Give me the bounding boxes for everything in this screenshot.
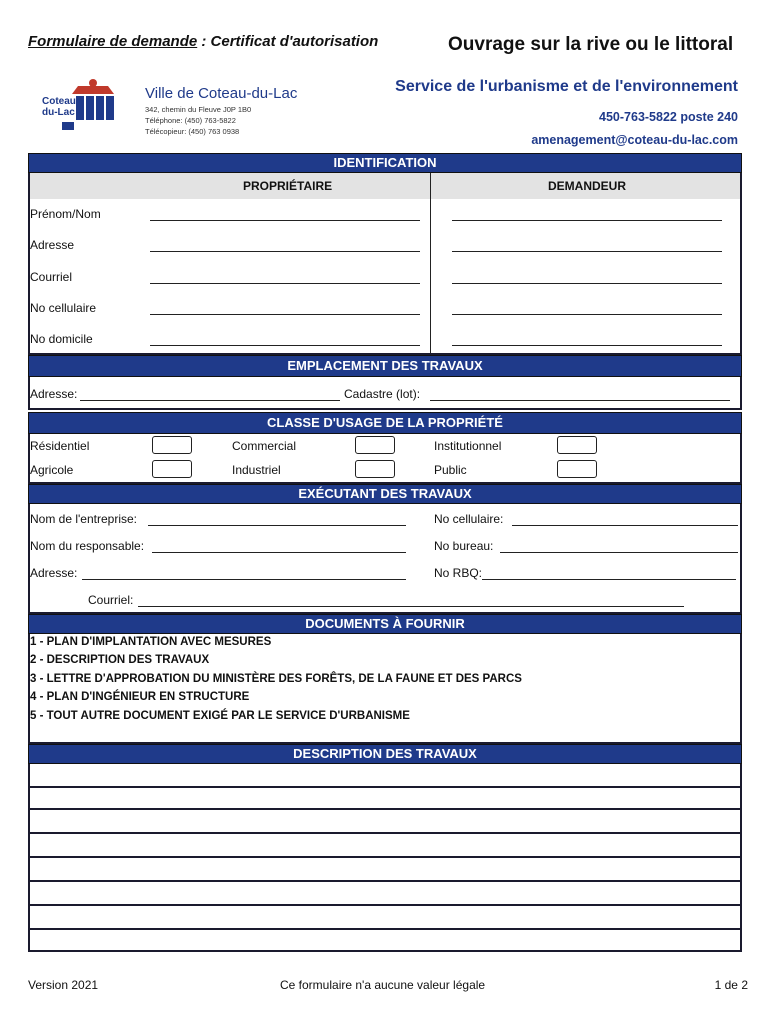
document-item: 4 - PLAN D'INGÉNIEUR EN STRUCTURE — [30, 691, 250, 703]
description-line[interactable] — [30, 832, 740, 834]
city-address: 342, chemin du Fleuve J0P 1B0 — [145, 105, 252, 114]
company-label: Nom de l'entreprise: — [30, 512, 138, 526]
document-item: 3 - LETTRE D'APPROBATION DU MINISTÈRE DES FORÊTS, DE LA FAUNE ET DES PARCS — [30, 673, 522, 685]
manager-field[interactable] — [152, 552, 406, 553]
owner-cell-field[interactable] — [150, 314, 420, 315]
applicant-home-field[interactable] — [452, 345, 722, 346]
city-fax: Télécopieur: (450) 763 0938 — [145, 127, 240, 136]
identification-title: IDENTIFICATION — [28, 153, 742, 173]
service-email[interactable]: amenagement@coteau-du-lac.com — [531, 133, 738, 147]
classe-title: CLASSE D'USAGE DE LA PROPRIÉTÉ — [28, 412, 742, 434]
cadastre-label: Cadastre (lot): — [344, 387, 421, 401]
owner-email-field[interactable] — [150, 283, 420, 284]
description-line[interactable] — [30, 928, 740, 930]
footer-page: 1 de 2 — [714, 978, 748, 992]
emplacement-address-field[interactable] — [80, 400, 340, 401]
exec-office-field[interactable] — [500, 552, 738, 553]
option-commercial-checkbox[interactable] — [355, 436, 395, 454]
description-section — [28, 744, 742, 952]
manager-label: Nom du responsable: — [30, 539, 145, 553]
owner-column-label: PROPRIÉTAIRE — [243, 179, 333, 193]
applicant-name-field[interactable] — [452, 220, 722, 221]
description-line[interactable] — [30, 786, 740, 788]
document-item: 1 - PLAN D'IMPLANTATION AVEC MESURES — [30, 636, 272, 648]
emplacement-address-label: Adresse: — [30, 387, 78, 401]
exec-address-label: Adresse: — [30, 566, 78, 580]
option-agricole-checkbox[interactable] — [152, 460, 192, 478]
owner-address-field[interactable] — [150, 251, 420, 252]
description-line[interactable] — [30, 904, 740, 906]
rbq-field[interactable] — [482, 579, 736, 580]
option-residentiel-label: Résidentiel — [30, 439, 90, 453]
option-commercial-label: Commercial — [232, 439, 297, 453]
option-industriel-checkbox[interactable] — [355, 460, 395, 478]
service-phone: 450-763-5822 poste 240 — [599, 110, 738, 124]
exec-address-field[interactable] — [82, 579, 406, 580]
exec-email-label: Courriel: — [88, 593, 134, 607]
owner-home-field[interactable] — [150, 345, 420, 346]
executant-title: EXÉCUTANT DES TRAVAUX — [28, 484, 742, 504]
documents-title: DOCUMENTS À FOURNIR — [28, 614, 742, 634]
footer-legal: Ce formulaire n'a aucune valeur légale — [280, 978, 486, 992]
option-industriel-label: Industriel — [232, 463, 281, 477]
description-line[interactable] — [30, 808, 740, 810]
exec-office-label: No bureau: — [434, 539, 494, 553]
company-field[interactable] — [148, 525, 406, 526]
option-residentiel-checkbox[interactable] — [152, 436, 192, 454]
owner-name-field[interactable] — [150, 220, 420, 221]
row-label-cell: No cellulaire — [30, 301, 97, 315]
column-divider — [430, 173, 431, 353]
applicant-email-field[interactable] — [452, 283, 722, 284]
city-name: Ville de Coteau-du-Lac — [145, 85, 298, 102]
cadastre-field[interactable] — [430, 400, 730, 401]
applicant-address-field[interactable] — [452, 251, 722, 252]
description-line[interactable] — [30, 856, 740, 858]
identification-column-header — [30, 173, 740, 199]
option-agricole-label: Agricole — [30, 463, 74, 477]
option-public-label: Public — [434, 463, 467, 477]
emplacement-title: EMPLACEMENT DES TRAVAUX — [28, 355, 742, 377]
exec-cell-field[interactable] — [512, 525, 738, 526]
option-public-checkbox[interactable] — [557, 460, 597, 478]
row-label-email: Courriel — [30, 270, 73, 284]
applicant-cell-field[interactable] — [452, 314, 722, 315]
document-item: 2 - DESCRIPTION DES TRAVAUX — [30, 654, 210, 666]
row-label-name: Prénom/Nom — [30, 207, 101, 221]
footer-version: Version 2021 — [28, 978, 99, 992]
description-title: DESCRIPTION DES TRAVAUX — [28, 744, 742, 764]
row-label-address: Adresse — [30, 238, 75, 252]
city-logo: Coteau du-Lac — [38, 78, 128, 138]
city-telephone: Téléphone: (450) 763-5822 — [145, 116, 236, 125]
form-title: Formulaire de demande : Certificat d'autorisation — [28, 33, 379, 50]
exec-cell-label: No cellulaire: — [434, 512, 504, 526]
service-name: Service de l'urbanisme et de l'environnement — [395, 78, 738, 95]
applicant-column-label: DEMANDEUR — [548, 179, 626, 193]
description-line[interactable] — [30, 880, 740, 882]
document-item: 5 - TOUT AUTRE DOCUMENT EXIGÉ PAR LE SERVICE D'URBANISME — [30, 710, 410, 722]
document-title: Ouvrage sur la rive ou le littoral — [448, 34, 734, 55]
exec-email-field[interactable] — [138, 606, 684, 607]
option-institutionnel-checkbox[interactable] — [557, 436, 597, 454]
row-label-home: No domicile — [30, 332, 93, 346]
rbq-label: No RBQ: — [434, 566, 483, 580]
option-institutionnel-label: Institutionnel — [434, 439, 502, 453]
